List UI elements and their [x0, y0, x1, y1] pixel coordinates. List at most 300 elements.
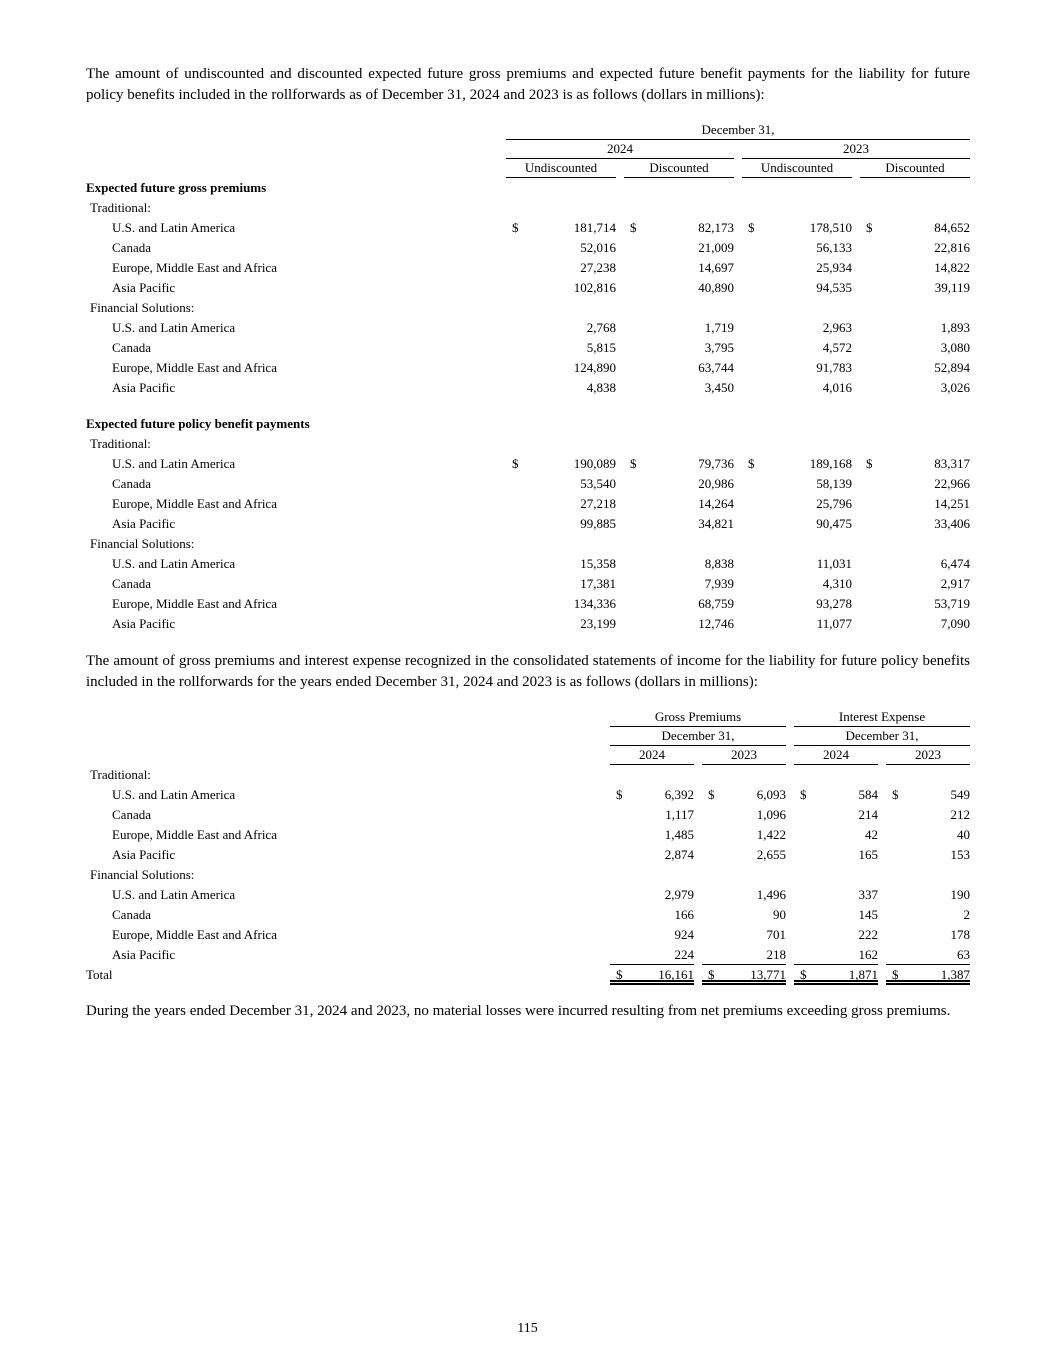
value-cell	[860, 594, 970, 614]
value-cell	[794, 825, 878, 845]
cell-value: 33,406	[934, 516, 970, 531]
value-cell	[742, 238, 852, 258]
value-cell	[794, 785, 878, 805]
value-cell	[860, 278, 970, 298]
value-cell	[702, 825, 786, 845]
value-cell	[860, 574, 970, 594]
value-cell	[624, 278, 734, 298]
row-label: Europe, Middle East and Africa	[112, 596, 277, 611]
cell-value: 337	[858, 887, 878, 902]
value-cell	[886, 845, 970, 865]
row-label: Total	[86, 967, 113, 982]
value-cell	[886, 965, 970, 985]
value-cell	[742, 594, 852, 614]
cell-value: 14,822	[934, 260, 970, 275]
intro-paragraph-1: The amount of undiscounted and discounted expected future gross premiums and expected future benefit payments for the liability for future policy benefits included in the rollforwards as of December 31, 2024 and 2023 is as follows (dollars in millions):	[86, 66, 970, 103]
value-cell	[794, 805, 878, 825]
value-cell	[624, 554, 734, 574]
value-cell	[742, 514, 852, 534]
table2-year-ie-2023: 2023	[886, 746, 970, 765]
cell-value: 11,077	[816, 616, 852, 631]
value-cell	[702, 845, 786, 865]
row-label: Canada	[112, 240, 151, 255]
cell-value: 15,358	[580, 556, 616, 571]
cell-value: 2,917	[940, 576, 970, 591]
cell-value: 23,199	[580, 616, 616, 631]
cell-value: 58,139	[816, 476, 852, 491]
dollar-sign: $	[630, 220, 637, 235]
row-label: U.S. and Latin America	[112, 887, 236, 902]
cell-value: 5,815	[586, 340, 616, 355]
closing-paragraph: During the years ended December 31, 2024 and 2023, no material losses were incurred resulting from net premiums exceeding gross premiums.	[86, 1003, 951, 1019]
cell-value: 27,218	[580, 496, 616, 511]
row-label: Financial Solutions:	[90, 867, 195, 882]
value-cell	[624, 238, 734, 258]
table1-col-undiscounted-2024: Undiscounted	[506, 159, 616, 178]
value-cell	[702, 925, 786, 945]
table2-body	[86, 765, 970, 985]
table-row	[86, 805, 970, 825]
value-cell	[742, 614, 852, 634]
value-cell	[794, 945, 878, 965]
cell-value: 63	[957, 947, 970, 962]
row-label: U.S. and Latin America	[112, 220, 236, 235]
intro-paragraph-2: The amount of gross premiums and interest expense recognized in the consolidated statements of income for the liability for future policy benefits included in the rollforwards for the years ended December 31, 2024 and 2023 is as follows (dollars in millions):	[86, 653, 970, 690]
dollar-sign: $	[630, 456, 637, 471]
table-row	[86, 534, 970, 554]
table1-col-discounted-2023: Discounted	[860, 159, 970, 178]
cell-value: 39,119	[934, 280, 970, 295]
cell-value: 21,009	[698, 240, 734, 255]
table2-gross-premiums-header: Gross Premiums	[610, 708, 786, 727]
cell-value: 6,392	[664, 787, 694, 802]
cell-value: 42	[865, 827, 878, 842]
value-cell	[624, 614, 734, 634]
row-label: Financial Solutions:	[90, 300, 195, 315]
value-cell	[860, 318, 970, 338]
table-row	[86, 298, 970, 318]
table-row	[86, 574, 970, 594]
cell-value: 79,736	[698, 456, 734, 471]
cell-value: 162	[858, 947, 878, 962]
value-cell	[506, 494, 616, 514]
cell-value: 166	[674, 907, 694, 922]
cell-value: 52,894	[934, 360, 970, 375]
row-label: Financial Solutions:	[90, 536, 195, 551]
value-cell	[624, 358, 734, 378]
cell-value: 63,744	[698, 360, 734, 375]
cell-value: 214	[858, 807, 878, 822]
value-cell	[886, 785, 970, 805]
cell-value: 212	[950, 807, 970, 822]
cell-value: 3,795	[704, 340, 734, 355]
table-row	[86, 474, 970, 494]
value-cell	[860, 338, 970, 358]
row-label: Traditional:	[90, 767, 151, 782]
value-cell	[742, 454, 852, 474]
cell-value: 22,966	[934, 476, 970, 491]
table2-header-group-row	[86, 708, 970, 727]
value-cell	[702, 905, 786, 925]
table-row	[86, 554, 970, 574]
table-row	[86, 965, 970, 985]
value-cell	[624, 318, 734, 338]
table-row	[86, 414, 970, 434]
row-label: Expected future policy benefit payments	[86, 416, 310, 431]
cell-value: 82,173	[698, 220, 734, 235]
table-row	[86, 178, 970, 198]
dollar-sign: $	[512, 220, 519, 235]
table-row	[86, 905, 970, 925]
row-label: U.S. and Latin America	[112, 556, 236, 571]
value-cell	[624, 574, 734, 594]
table-row	[86, 945, 970, 965]
cell-value: 25,934	[816, 260, 852, 275]
dollar-sign: $	[748, 456, 755, 471]
cell-value: 68,759	[698, 596, 734, 611]
cell-value: 91,783	[816, 360, 852, 375]
cell-value: 178	[950, 927, 970, 942]
row-label: Europe, Middle East and Africa	[112, 260, 277, 275]
cell-value: 17,381	[580, 576, 616, 591]
page-number: 115	[517, 1321, 538, 1336]
cell-value: 25,796	[816, 496, 852, 511]
cell-value: 2,979	[664, 887, 694, 902]
table-row	[86, 318, 970, 338]
cell-value: 99,885	[580, 516, 616, 531]
table-row	[86, 278, 970, 298]
row-label: U.S. and Latin America	[112, 456, 236, 471]
value-cell	[742, 474, 852, 494]
cell-value: 1,485	[664, 827, 694, 842]
value-cell	[506, 554, 616, 574]
table2-interest-expense-header: Interest Expense	[794, 708, 970, 727]
value-cell	[624, 494, 734, 514]
table-row	[86, 614, 970, 634]
table2-year-gp-2024: 2024	[610, 746, 694, 765]
table1-header-date-row	[86, 121, 970, 140]
row-label: Europe, Middle East and Africa	[112, 360, 277, 375]
value-cell	[794, 925, 878, 945]
cell-value: 2,655	[756, 847, 786, 862]
cell-value: 40	[957, 827, 970, 842]
value-cell	[506, 238, 616, 258]
cell-value: 145	[858, 907, 878, 922]
cell-value: 2,963	[822, 320, 852, 335]
value-cell	[506, 514, 616, 534]
table-row	[86, 765, 970, 785]
value-cell	[610, 845, 694, 865]
value-cell	[742, 554, 852, 574]
row-label: Canada	[112, 476, 151, 491]
row-label: Europe, Middle East and Africa	[112, 927, 277, 942]
cell-value: 84,652	[934, 220, 970, 235]
table-row	[86, 218, 970, 238]
row-label: U.S. and Latin America	[112, 787, 236, 802]
cell-value: 178,510	[809, 220, 852, 235]
cell-value: 134,336	[573, 596, 616, 611]
cell-value: 549	[950, 787, 970, 802]
cell-value: 83,317	[934, 456, 970, 471]
cell-value: 3,450	[704, 380, 734, 395]
value-cell	[702, 805, 786, 825]
cell-value: 153	[950, 847, 970, 862]
cell-value: 584	[858, 787, 878, 802]
row-label: Canada	[112, 576, 151, 591]
table1-header-year-row	[86, 140, 970, 159]
value-cell	[794, 905, 878, 925]
value-cell	[506, 614, 616, 634]
cell-value: 924	[674, 927, 694, 942]
value-cell	[860, 378, 970, 398]
row-label: Canada	[112, 907, 151, 922]
cell-value: 14,251	[934, 496, 970, 511]
value-cell	[860, 218, 970, 238]
value-cell	[742, 338, 852, 358]
dollar-sign: $	[800, 967, 807, 982]
dollar-sign: $	[800, 787, 807, 802]
value-cell	[506, 318, 616, 338]
table2-date-header-right: December 31,	[794, 727, 970, 746]
dollar-sign: $	[708, 787, 715, 802]
value-cell	[624, 258, 734, 278]
table-row	[86, 494, 970, 514]
value-cell	[860, 554, 970, 574]
table2-header-year-row	[86, 746, 970, 765]
value-cell	[624, 594, 734, 614]
table1-col-discounted-2024: Discounted	[624, 159, 734, 178]
value-cell	[860, 258, 970, 278]
value-cell	[624, 474, 734, 494]
cell-value: 53,540	[580, 476, 616, 491]
value-cell	[886, 905, 970, 925]
table-row	[86, 885, 970, 905]
cell-value: 165	[858, 847, 878, 862]
cell-value: 124,890	[573, 360, 616, 375]
value-cell	[506, 358, 616, 378]
value-cell	[506, 574, 616, 594]
cell-value: 1,117	[665, 807, 694, 822]
value-cell	[506, 454, 616, 474]
cell-value: 40,890	[698, 280, 734, 295]
cell-value: 22,816	[934, 240, 970, 255]
value-cell	[624, 454, 734, 474]
cell-value: 6,474	[940, 556, 970, 571]
cell-value: 222	[858, 927, 878, 942]
row-label: Traditional:	[90, 200, 151, 215]
value-cell	[506, 474, 616, 494]
dollar-sign: $	[616, 967, 623, 982]
value-cell	[610, 945, 694, 965]
cell-value: 8,838	[704, 556, 734, 571]
value-cell	[702, 885, 786, 905]
table2-header-date-row	[86, 727, 970, 746]
value-cell	[506, 278, 616, 298]
value-cell	[860, 514, 970, 534]
table-row	[86, 925, 970, 945]
cell-value: 13,771	[750, 967, 786, 982]
cell-value: 11,031	[816, 556, 852, 571]
value-cell	[794, 845, 878, 865]
row-label: Europe, Middle East and Africa	[112, 827, 277, 842]
cell-value: 224	[674, 947, 694, 962]
table-row	[86, 865, 970, 885]
future-premiums-benefits-table	[86, 121, 970, 634]
row-label: U.S. and Latin America	[112, 320, 236, 335]
cell-value: 3,080	[940, 340, 970, 355]
cell-value: 4,838	[586, 380, 616, 395]
value-cell	[742, 218, 852, 238]
value-cell	[702, 785, 786, 805]
table-row	[86, 594, 970, 614]
table-row	[86, 338, 970, 358]
cell-value: 1,387	[940, 967, 970, 982]
table-row	[86, 514, 970, 534]
value-cell	[624, 338, 734, 358]
dollar-sign: $	[708, 967, 715, 982]
value-cell	[860, 238, 970, 258]
table1-col-undiscounted-2023: Undiscounted	[742, 159, 852, 178]
value-cell	[506, 218, 616, 238]
cell-value: 90,475	[816, 516, 852, 531]
table-row	[86, 198, 970, 218]
row-label: Asia Pacific	[112, 947, 176, 962]
cell-value: 2,768	[586, 320, 616, 335]
cell-value: 2	[963, 907, 970, 922]
value-cell	[506, 338, 616, 358]
value-cell	[886, 885, 970, 905]
cell-value: 190	[950, 887, 970, 902]
dollar-sign: $	[866, 456, 873, 471]
row-label: Canada	[112, 340, 151, 355]
table-row	[86, 238, 970, 258]
table-row	[86, 378, 970, 398]
cell-value: 20,986	[698, 476, 734, 491]
row-label: Expected future gross premiums	[86, 180, 267, 195]
row-label: Asia Pacific	[112, 380, 176, 395]
cell-value: 1,871	[848, 967, 878, 982]
table-row	[86, 454, 970, 474]
value-cell	[794, 885, 878, 905]
cell-value: 16,161	[658, 967, 694, 982]
cell-value: 7,090	[940, 616, 970, 631]
dollar-sign: $	[512, 456, 519, 471]
table-row	[86, 785, 970, 805]
cell-value: 52,016	[580, 240, 616, 255]
value-cell	[742, 494, 852, 514]
cell-value: 1,496	[756, 887, 786, 902]
value-cell	[742, 318, 852, 338]
row-label: Traditional:	[90, 436, 151, 451]
cell-value: 34,821	[698, 516, 734, 531]
value-cell	[742, 278, 852, 298]
cell-value: 53,719	[934, 596, 970, 611]
value-cell	[624, 514, 734, 534]
value-cell	[860, 494, 970, 514]
dollar-sign: $	[616, 787, 623, 802]
cell-value: 56,133	[816, 240, 852, 255]
value-cell	[860, 358, 970, 378]
cell-value: 1,719	[704, 320, 734, 335]
value-cell	[624, 378, 734, 398]
cell-value: 14,697	[698, 260, 734, 275]
value-cell	[742, 258, 852, 278]
table1-date-header: December 31,	[506, 121, 970, 140]
value-cell	[610, 805, 694, 825]
value-cell	[702, 945, 786, 965]
value-cell	[742, 574, 852, 594]
value-cell	[506, 258, 616, 278]
cell-value: 189,168	[809, 456, 852, 471]
value-cell	[610, 785, 694, 805]
value-cell	[742, 358, 852, 378]
cell-value: 6,093	[756, 787, 786, 802]
row-label: Asia Pacific	[112, 516, 176, 531]
value-cell	[610, 925, 694, 945]
table1-year-2024-header: 2024	[506, 140, 734, 159]
table-row	[86, 358, 970, 378]
row-label: Asia Pacific	[112, 616, 176, 631]
cell-value: 7,939	[704, 576, 734, 591]
table-row	[86, 825, 970, 845]
table-row	[86, 845, 970, 865]
value-cell	[886, 805, 970, 825]
cell-value: 1,096	[756, 807, 786, 822]
cell-value: 27,238	[580, 260, 616, 275]
cell-value: 1,422	[756, 827, 786, 842]
table2-date-header-left: December 31,	[610, 727, 786, 746]
cell-value: 12,746	[698, 616, 734, 631]
row-label: Europe, Middle East and Africa	[112, 496, 277, 511]
table1-year-2023-header: 2023	[742, 140, 970, 159]
value-cell	[860, 454, 970, 474]
dollar-sign: $	[892, 787, 899, 802]
cell-value: 94,535	[816, 280, 852, 295]
cell-value: 1,893	[940, 320, 970, 335]
table-row	[86, 258, 970, 278]
dollar-sign: $	[892, 967, 899, 982]
table1-body	[86, 178, 970, 634]
row-label: Canada	[112, 807, 151, 822]
dollar-sign: $	[866, 220, 873, 235]
table2-year-ie-2024: 2024	[794, 746, 878, 765]
table2-year-gp-2023: 2023	[702, 746, 786, 765]
row-label: Asia Pacific	[112, 280, 176, 295]
value-cell	[742, 378, 852, 398]
cell-value: 4,572	[822, 340, 852, 355]
value-cell	[886, 825, 970, 845]
cell-value: 190,089	[573, 456, 616, 471]
value-cell	[610, 825, 694, 845]
value-cell	[506, 594, 616, 614]
dollar-sign: $	[748, 220, 755, 235]
cell-value: 181,714	[573, 220, 616, 235]
cell-value: 2,874	[664, 847, 694, 862]
value-cell	[886, 945, 970, 965]
cell-value: 4,310	[822, 576, 852, 591]
value-cell	[860, 474, 970, 494]
value-cell	[610, 965, 694, 985]
cell-value: 218	[766, 947, 786, 962]
value-cell	[610, 905, 694, 925]
table-row	[86, 434, 970, 454]
value-cell	[624, 218, 734, 238]
value-cell	[610, 885, 694, 905]
cell-value: 90	[773, 907, 786, 922]
cell-value: 93,278	[816, 596, 852, 611]
cell-value: 102,816	[573, 280, 616, 295]
cell-value: 701	[766, 927, 786, 942]
